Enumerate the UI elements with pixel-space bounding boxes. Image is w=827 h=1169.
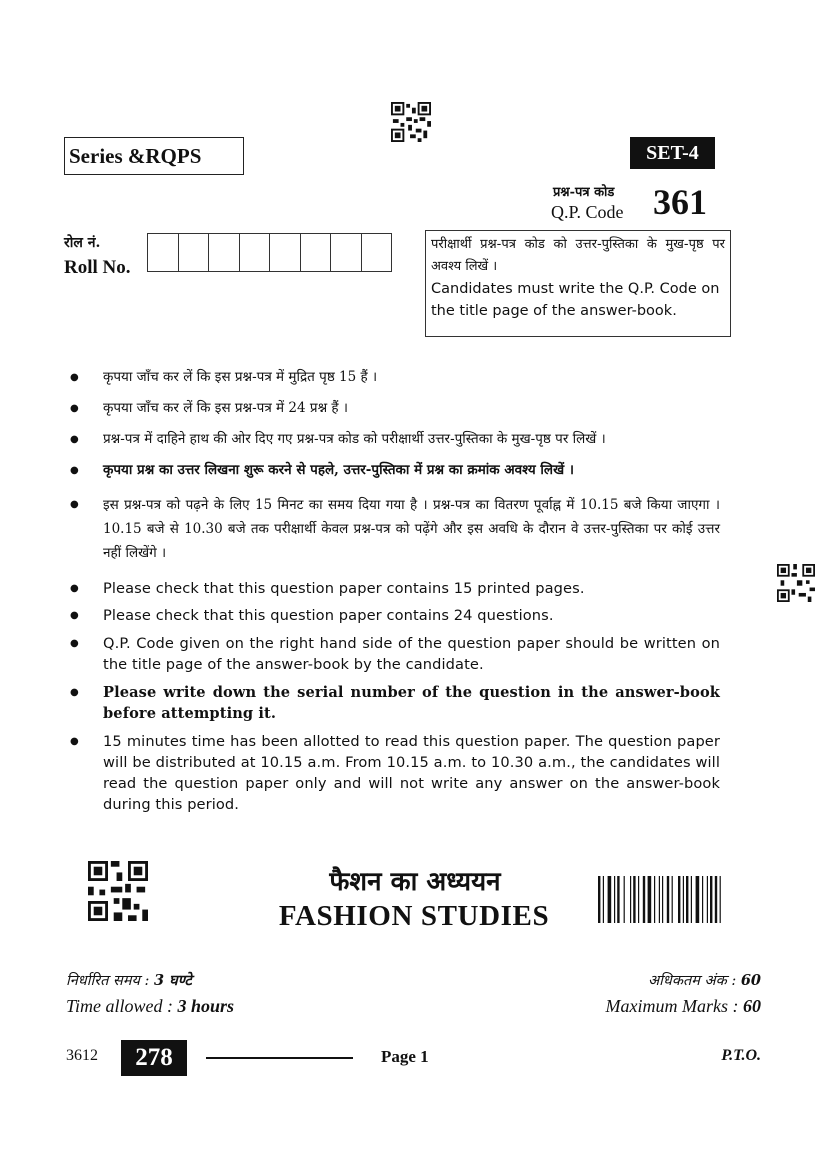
footer-divider bbox=[206, 1057, 353, 1059]
instruction-en-3: ● Q.P. Code given on the right hand side of the question paper should be written on the title page of the answer-book by the candidate. bbox=[103, 633, 720, 675]
qr-code-icon-bottom bbox=[88, 861, 148, 921]
subject-title-hi: फैशन का अध्ययन bbox=[329, 867, 501, 897]
qp-code-value: 361 bbox=[653, 182, 707, 222]
time-value-en: 3 hours bbox=[177, 996, 235, 1016]
roll-number-boxes[interactable] bbox=[147, 233, 392, 272]
marks-label-en: Maximum Marks : bbox=[605, 996, 743, 1016]
set-badge: SET-4 bbox=[630, 137, 715, 169]
roll-number-cell[interactable] bbox=[362, 233, 393, 272]
qr-code-icon-top bbox=[391, 102, 431, 142]
time-label-hi: निर्धारित समय : bbox=[66, 973, 155, 989]
roll-number-cell[interactable] bbox=[148, 233, 179, 272]
marks-value-hi: 60 bbox=[740, 972, 761, 989]
time-value-hi: 3 घण्टे bbox=[154, 972, 192, 989]
qp-code-label-en: Q.P. Code bbox=[551, 202, 624, 222]
time-allowed-en bbox=[66, 996, 234, 1017]
footer-code: 3612 bbox=[66, 1047, 98, 1064]
qr-code-icon-side bbox=[777, 564, 815, 602]
page-number: Page 1 bbox=[381, 1047, 429, 1066]
instruction-hi-3: ● प्रश्न-पत्र में दाहिने हाथ की ओर दिए गए प्रश्न-पत्र कोड को परीक्षार्थी उत्तर-पुस्तिका के मुख-पृष्ठ पर लिखें । bbox=[103, 429, 720, 450]
note-text-en: Candidates must write the Q.P. Code on the title page of the answer-book. bbox=[431, 281, 720, 319]
instruction-en-2: ● Please check that this question paper contains 24 questions. bbox=[103, 605, 720, 626]
time-label-en: Time allowed : bbox=[66, 996, 178, 1016]
instruction-hi-2: ● कृपया जाँच कर लें कि इस प्रश्न-पत्र में 24 प्रश्न हैं । bbox=[103, 398, 720, 419]
roll-label-en: Roll No. bbox=[64, 257, 131, 278]
barcode-icon bbox=[598, 876, 760, 923]
qp-code-label-hi: प्रश्न-पत्र कोड bbox=[553, 185, 615, 200]
roll-number-cell[interactable] bbox=[179, 233, 210, 272]
time-allowed-hi bbox=[66, 970, 192, 990]
instruction-en-5: ● 15 minutes time has been allotted to read this question paper. The question paper will be distributed at 10.15 a.m. From 10.15 a.m. to 10.30 a.m., the candidates will read the question paper only and will not write any answer on the answer-book during this period. bbox=[103, 731, 720, 815]
instruction-hi-1: ● कृपया जाँच कर लें कि इस प्रश्न-पत्र में मुद्रित पृष्ठ 15 हैं । bbox=[103, 367, 720, 388]
roll-number-cell[interactable] bbox=[240, 233, 271, 272]
qp-code-note bbox=[425, 230, 731, 337]
instruction-hi-5: ● इस प्रश्न-पत्र को पढ़ने के लिए 15 मिनट का समय दिया गया है । प्रश्न-पत्र का वितरण पूर्वाह्न में 10.15 बजे किया जाएगा । 10.15 बजे से 10.30 बजे तक परीक्षार्थी केवल प्रश्न-पत्र को पढ़ेंगे और इस अवधि के दौरान वे उत्तर-पुस्तिका पर कोई उत्तर नहीं लिखेंगे । bbox=[103, 493, 720, 565]
series-label: Series &RQPS bbox=[64, 137, 244, 175]
max-marks-en bbox=[606, 996, 761, 1017]
roll-number-cell[interactable] bbox=[301, 233, 332, 272]
roll-label-hi: रोल नं. bbox=[64, 235, 101, 251]
pto-label: P.T.O. bbox=[721, 1047, 761, 1064]
footer-box-number: 278 bbox=[121, 1040, 187, 1076]
roll-number-cell[interactable] bbox=[331, 233, 362, 272]
marks-value-en: 60 bbox=[743, 996, 761, 1016]
roll-number-cell[interactable] bbox=[209, 233, 240, 272]
marks-label-hi: अधिकतम अंक : bbox=[648, 973, 741, 989]
subject-title-en: FASHION STUDIES bbox=[278, 900, 550, 932]
note-text-hi: परीक्षार्थी प्रश्न-पत्र कोड को उत्तर-पुस्तिका के मुख-पृष्ठ पर अवश्य लिखें । bbox=[431, 237, 725, 274]
roll-number-cell[interactable] bbox=[270, 233, 301, 272]
instruction-en-1: ● Please check that this question paper contains 15 printed pages. bbox=[103, 578, 720, 599]
max-marks-hi bbox=[648, 970, 761, 990]
instruction-en-4: ● Please write down the serial number of the question in the answer-book before attempting it. bbox=[103, 682, 720, 724]
instruction-hi-4: ● कृपया प्रश्न का उत्तर लिखना शुरू करने से पहले, उत्तर-पुस्तिका में प्रश्न का क्रमांक अवश्य लिखें । bbox=[103, 460, 720, 481]
